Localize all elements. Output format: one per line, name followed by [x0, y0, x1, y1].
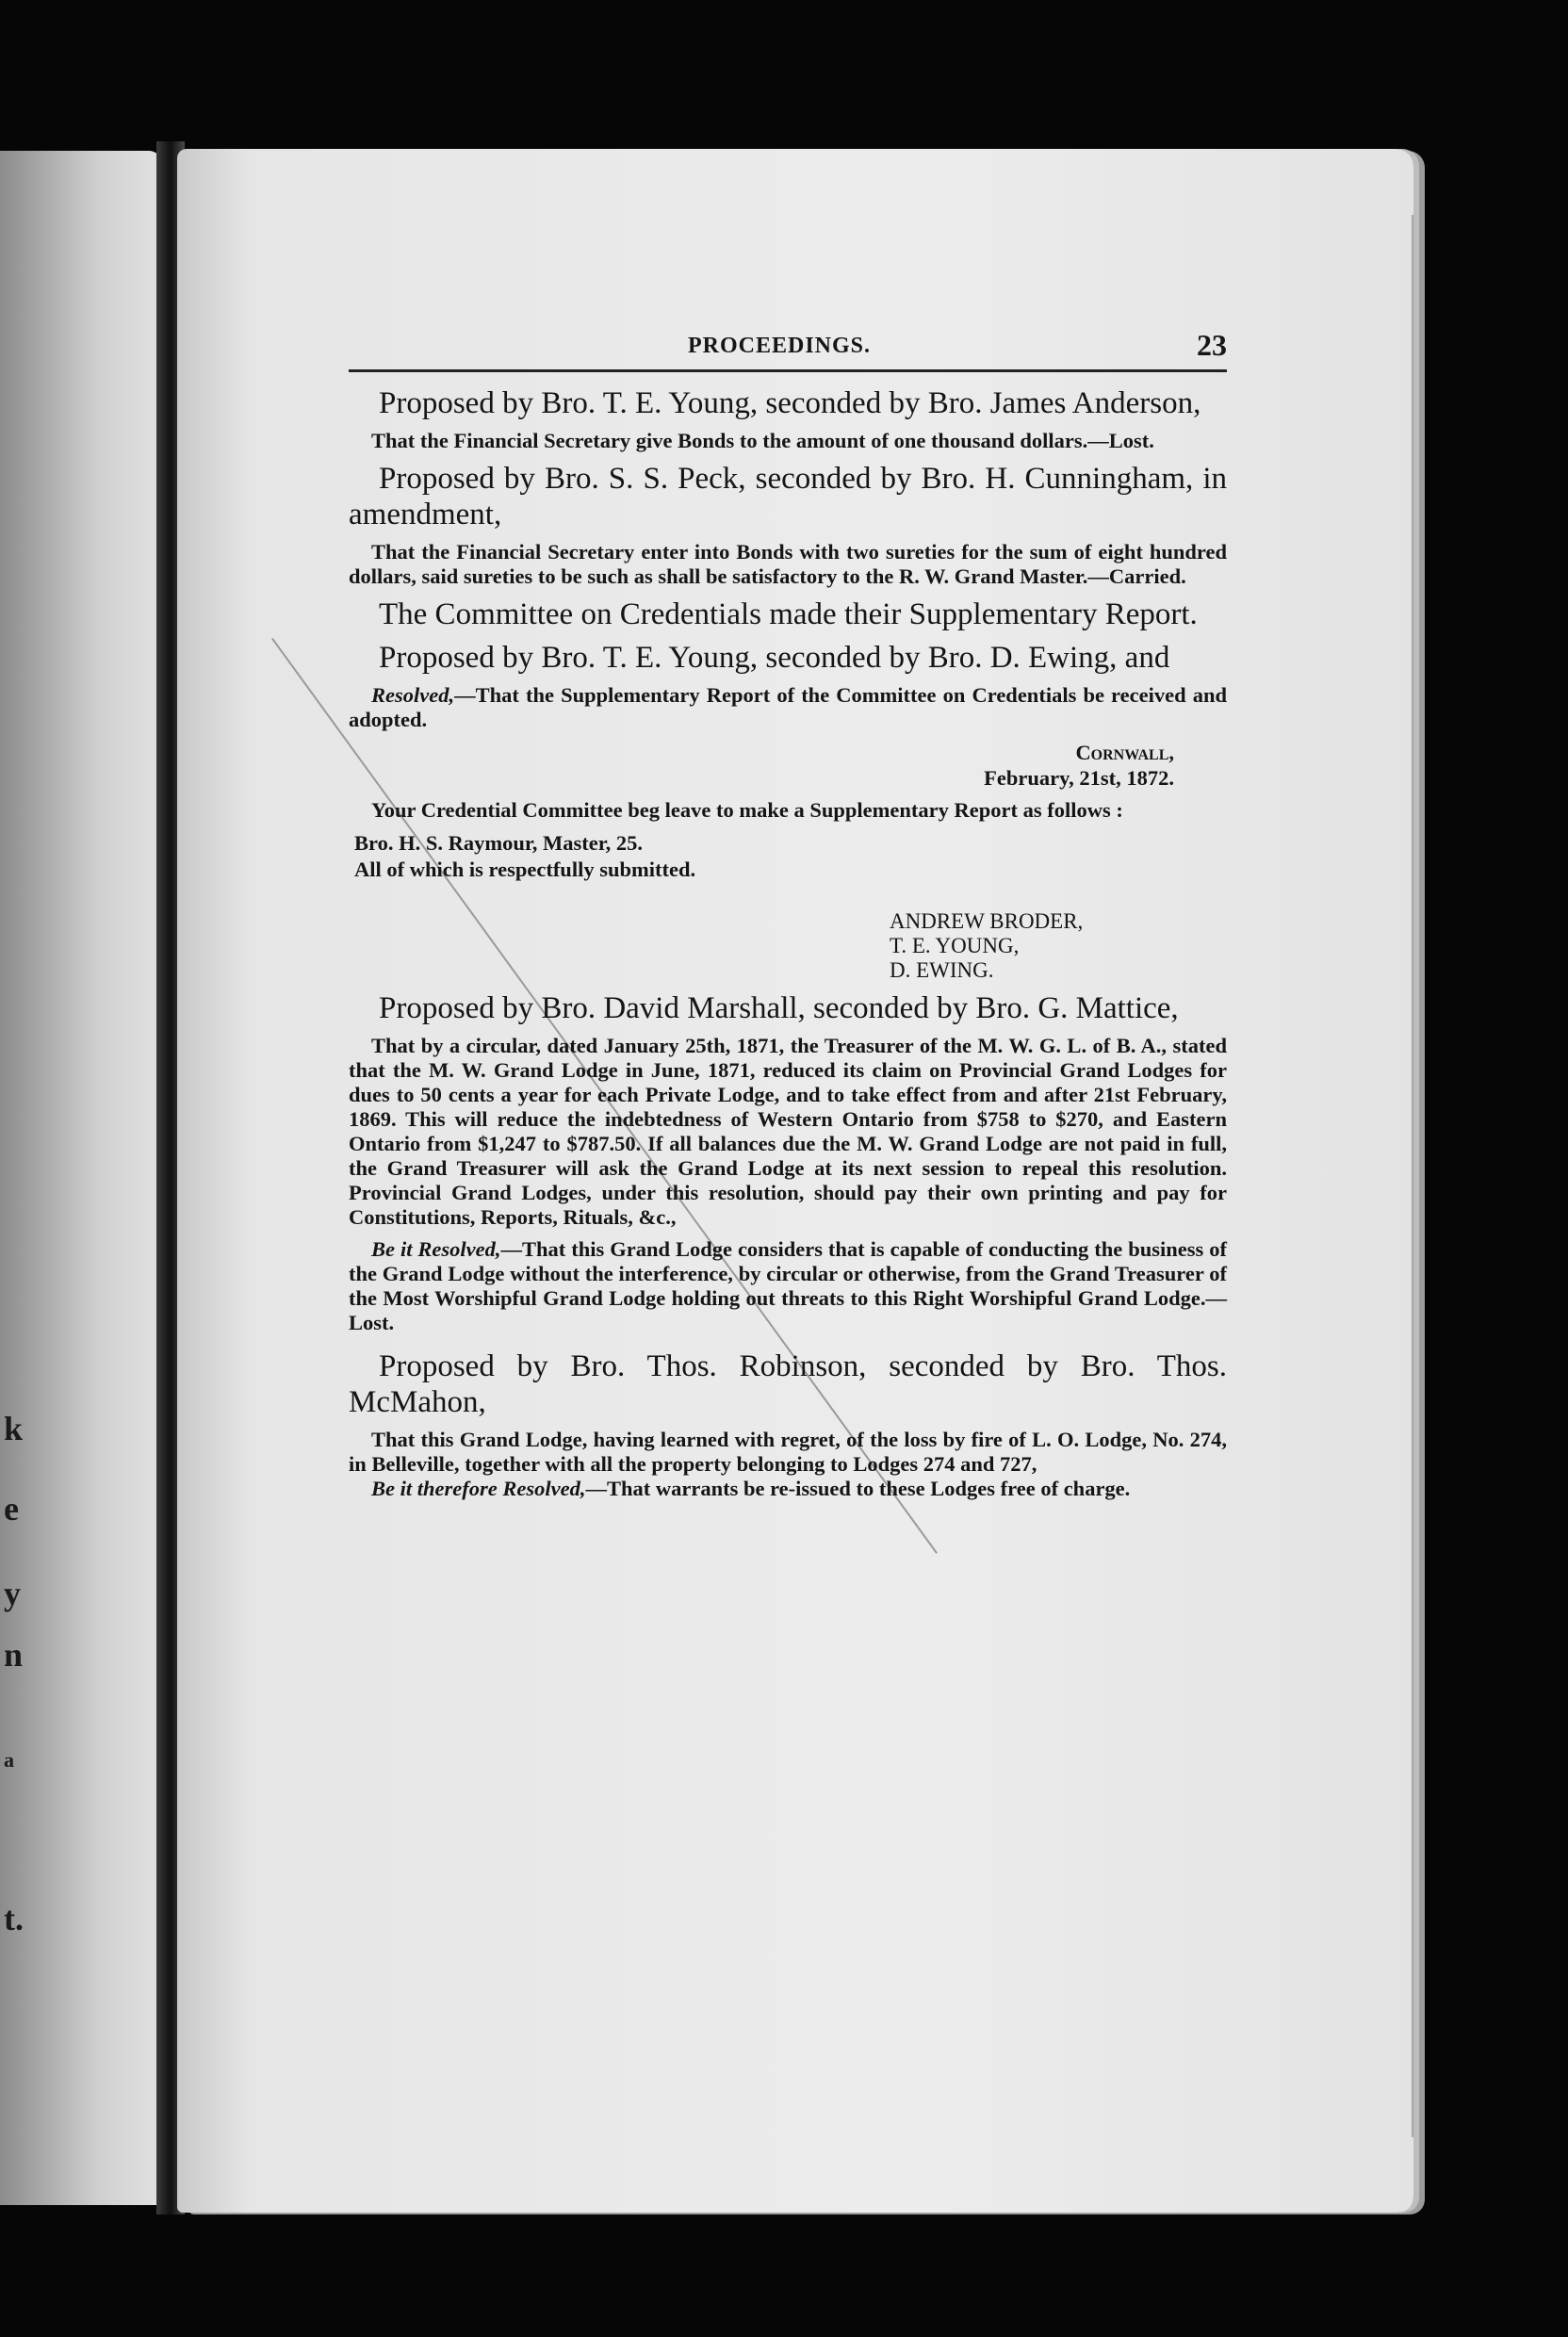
page-text	[349, 326, 1227, 1501]
book-page	[177, 149, 1413, 2213]
left-page-fragment: a	[4, 1748, 14, 1772]
motion-paragraph: Proposed by Bro. T. E. Young, seconded by Bro. James Anderson,	[379, 386, 1201, 420]
left-page-fragment: y	[4, 1575, 21, 1612]
report-entry: Bro. H. S. Raymour, Master, 25.	[354, 831, 644, 855]
signature-line: ANDREW BRODER,	[890, 909, 1084, 933]
resolution-paragraph	[349, 1237, 1227, 1335]
page-edge	[1412, 215, 1413, 2137]
left-page	[0, 151, 162, 2205]
signature-line: T. E. YOUNG,	[890, 934, 1020, 957]
left-page-fragment: n	[4, 1636, 24, 1674]
page-number: 23	[1197, 328, 1227, 362]
signature-block	[349, 909, 1227, 983]
signature-line: D. EWING.	[890, 958, 994, 982]
motion-paragraph: The Committee on Credentials made their Supplementary Report.	[379, 597, 1198, 631]
report-place: Cornwall,	[1075, 741, 1174, 764]
left-page-fragment: k	[4, 1410, 24, 1447]
resolution-paragraph: That the Financial Secretary give Bonds to the amount of one thousand dollars.—Lost.	[371, 429, 1154, 452]
resolution-paragraph: That this Grand Lodge, having learned with regret, of the loss by fire of L. O. Lodge, No. 274, in Belleville, together with all the property belonging to Lodges 274 and 727,	[349, 1428, 1227, 1476]
resolved-lead: Be it therefore Resolved,	[371, 1477, 586, 1500]
report-dateline	[349, 740, 1227, 791]
running-header	[349, 326, 1227, 372]
resolved-lead: Be it Resolved,	[371, 1237, 501, 1261]
header-title: PROCEEDINGS.	[688, 334, 872, 358]
resolved-text: —That this Grand Lodge considers that is capable of conducting the business of the Grand Lodge without the interference, by circular or otherwise, from the Grand Treasurer of the Most Worshipful Grand Lodge holding out threats to this Right Worshipful Grand Lodge.—Lost.	[349, 1237, 1227, 1334]
report-paragraph: Your Credential Committee beg leave to make a Supplementary Report as follows :	[371, 798, 1123, 822]
resolution-paragraph	[349, 683, 1227, 732]
resolved-lead: Resolved,	[371, 683, 455, 707]
motion-paragraph: Proposed by Bro. S. S. Peck, seconded by Bro. H. Cunningham, in amendment,	[349, 462, 1227, 531]
motion-paragraph: Proposed by Bro. T. E. Young, seconded by Bro. D. Ewing, and	[379, 641, 1170, 675]
resolution-paragraph	[349, 1477, 1227, 1501]
resolved-text: —That warrants be re-issued to these Lodges free of charge.	[585, 1477, 1131, 1500]
resolved-text: —That the Supplementary Report of the Committee on Credentials be received and adopted.	[349, 683, 1227, 731]
left-page-fragment: e	[4, 1490, 19, 1528]
report-date: February, 21st, 1872.	[984, 766, 1174, 790]
report-closing: All of which is respectfully submitted.	[354, 858, 696, 881]
motion-paragraph: Proposed by Bro. David Marshall, seconded by Bro. G. Mattice,	[379, 991, 1179, 1025]
resolution-paragraph: That by a circular, dated January 25th, 1871, the Treasurer of the M. W. G. L. of B. A., stated that the M. W. Grand Lodge in June, 1871, reduced its claim on Provincial Grand Lodges for dues to 50 cents a year for each Private Lodge, and to take effect from and after 21st February, 1869. This will reduce the indebtedness of Western Ontario from $758 to $270, and Eastern Ontario from $1,247 to $787.50. If all balances due the M. W. Grand Lodge are not paid in full, the Grand Treasurer will ask the Grand Lodge at its next session to repeal this resolution. Provincial Grand Lodges, under this resolution, should pay their own printing and pay for Constitutions, Reports, Rituals, &c.,	[349, 1034, 1227, 1229]
motion-paragraph: Proposed by Bro. Thos. Robinson, seconded by Bro. Thos. McMahon,	[349, 1349, 1227, 1419]
resolution-paragraph: That the Financial Secretary enter into Bonds with two sureties for the sum of eight hundred dollars, said sureties to be such as shall be satisfactory to the R. W. Grand Master.—Carried.	[349, 540, 1227, 588]
left-page-fragment: t.	[4, 1900, 24, 1937]
